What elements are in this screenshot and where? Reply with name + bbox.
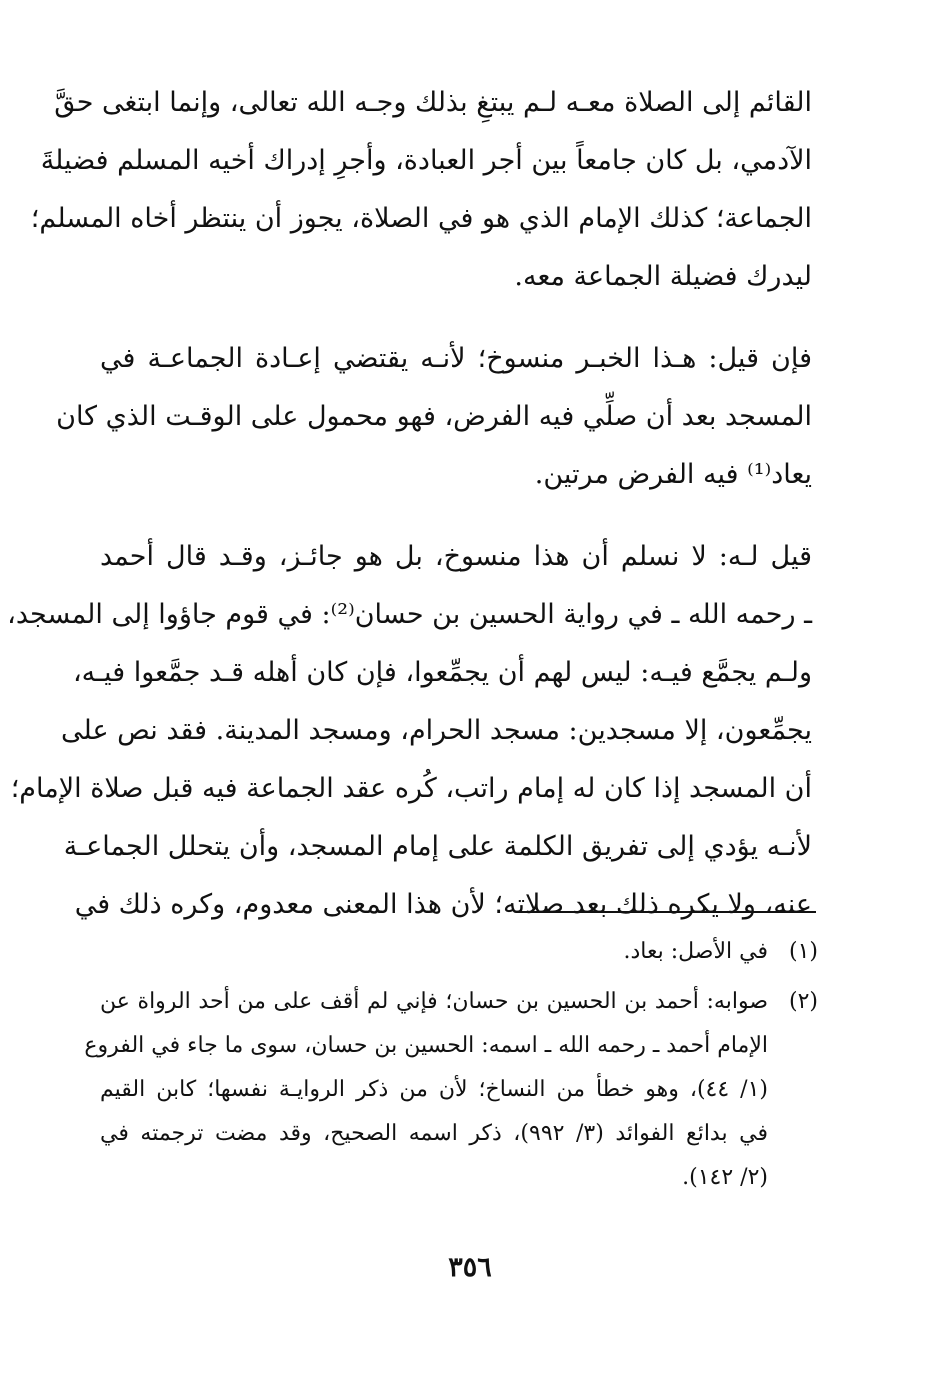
footnote-body	[84, 980, 768, 1200]
footnote-line: (٢/ ١٤٢).	[682, 1165, 768, 1190]
text-line: القائم إلى الصلاة معـه لـم يبتغِ بذلك وجـه الله تعالى، وإنما ابتغى حقَّ	[54, 87, 812, 118]
footnotes	[84, 930, 818, 1200]
paragraph-gap	[100, 504, 812, 528]
footnote-line: في الأصل: بعاد.	[623, 939, 768, 964]
paragraph-2	[56, 330, 812, 504]
footnote-body	[100, 930, 768, 974]
text-line: يعاد⁽¹⁾ فيه الفرض مرتين.	[534, 459, 812, 490]
text-line: المسجد بعد أن صلِّي فيه الفرض، فهو محمول على الوقـت الذي كان	[56, 401, 812, 432]
paragraph-3	[7, 528, 812, 934]
footnote-line: (١/ ٤٤)، وهو خطأ من النساخ؛ لأن من ذكر الروايـة نفسها؛ كابن القيم	[100, 1077, 768, 1102]
footnote-line: في بدائع الفوائد (٣/ ٩٩٢)، ذكر اسمه الصحيح، وقد مضت ترجمته في	[100, 1121, 768, 1146]
text-line: عنه، ولا يكره ذلك بعد صلاته؛ لأن هذا المعنى معدوم، وكره ذلك في	[74, 889, 812, 920]
text-line: لأنـه يؤدي إلى تفريق الكلمة على إمام المسجد، وأن يتحلل الجماعـة	[63, 831, 812, 862]
footnote-number: (٢)	[788, 989, 818, 1014]
footnote-line: صوابه: أحمد بن الحسين بن حسان؛ فإني لم أقف على من أحد الرواة عن	[100, 989, 768, 1014]
text-line: الجماعة؛ كذلك الإمام الذي هو في الصلاة، يجوز أن ينتظر أخاه المسلم؛	[30, 203, 812, 234]
paragraph-gap	[100, 306, 812, 330]
text-line: أن المسجد إذا كان له إمام راتب، كُره عقد الجماعة فيه قبل صلاة الإمام؛	[10, 773, 812, 804]
footnote-number: (١)	[788, 939, 818, 964]
text-line: قيل لـه: لا نسلم أن هذا منسوخ، بل هو جائـز، وقـد قال أحمد	[100, 541, 812, 572]
footnote-2	[84, 980, 818, 1200]
text-line: ولـم يجمَّع فيـه: ليس لهم أن يجمِّعوا، فإن كان أهله قـد جمَّعوا فيـه،	[72, 657, 812, 688]
footnote-separator	[516, 911, 816, 913]
text-line: ـ رحمه الله ـ في رواية الحسين بن حسان⁽²⁾: في قوم جاؤوا إلى المسجد،	[7, 599, 812, 630]
footnote-1	[100, 930, 818, 974]
main-text	[7, 74, 812, 934]
paragraph-1	[30, 74, 812, 306]
text-line: يجمِّعون، إلا مسجدين: مسجد الحرام، ومسجد المدينة. فقد نص على	[61, 715, 812, 746]
text-line: فإن قيل: هـذا الخبـر منسوخ؛ لأنـه يقتضي إعـادة الجماعـة في	[100, 343, 812, 374]
text-line: ليدرك فضيلة الجماعة معه.	[514, 261, 812, 292]
page-number: ٣٥٦	[448, 1252, 492, 1283]
footnote-line: الإمام أحمد ـ رحمه الله ـ اسمه: الحسين بن حسان، سوى ما جاء في الفروع	[84, 1033, 768, 1058]
text-line: الآدمي، بل كان جامعاً بين أجر العبادة، وأجرِ إدراك أخيه المسلم فضيلةَ	[40, 145, 812, 176]
